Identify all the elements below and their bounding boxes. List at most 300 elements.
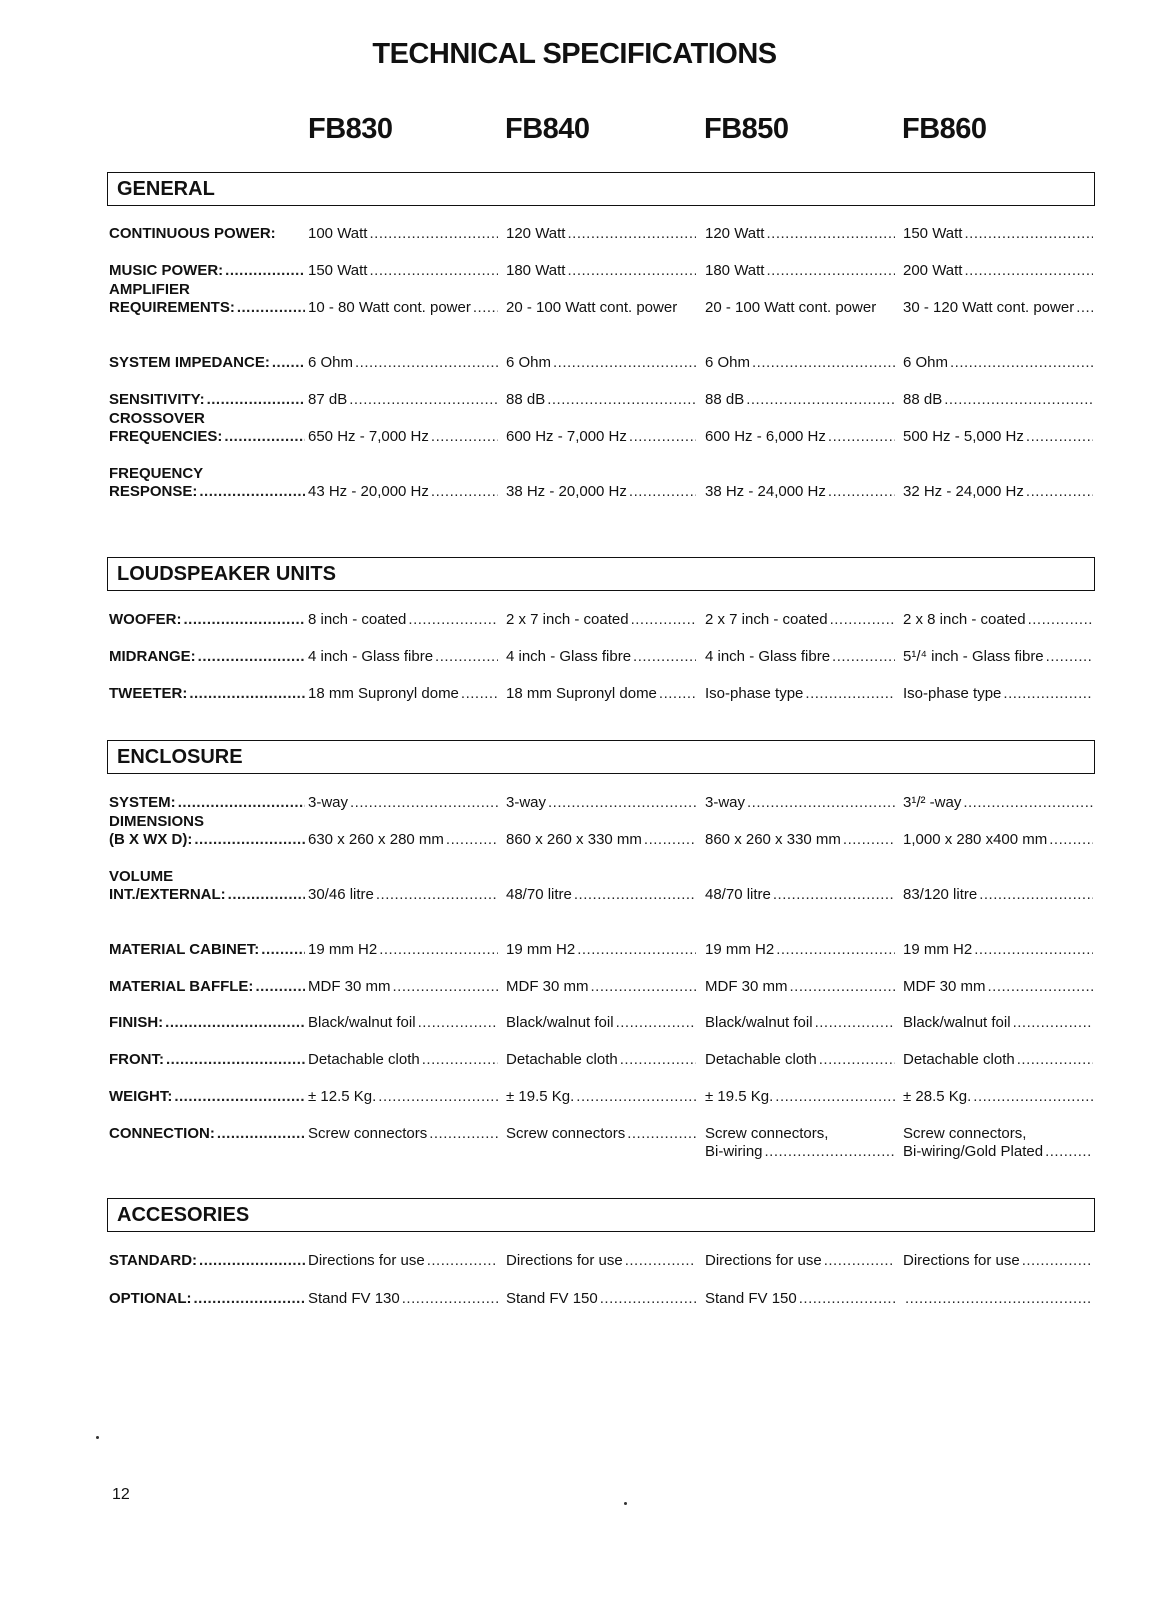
spec-label <box>109 978 305 996</box>
dot-leader <box>237 299 305 317</box>
spec-value-fb830 <box>308 978 498 996</box>
spec-value-text: 6 Ohm <box>308 354 354 371</box>
dot-leader <box>631 611 696 629</box>
spec-value-fb830 <box>308 685 498 703</box>
spec-label <box>109 281 305 317</box>
spec-value-fb830 <box>308 611 498 629</box>
spec-value-text: 100 Watt <box>308 225 368 242</box>
dot-leader <box>1046 648 1093 666</box>
spec-value-fb840 <box>506 1051 696 1069</box>
dot-leader <box>422 1051 498 1069</box>
spec-value-text: MDF 30 mm <box>308 978 391 995</box>
spec-value-text: ± 12.5 Kg. <box>308 1088 377 1105</box>
spec-value-fb860 <box>903 1290 1093 1308</box>
page-number: 12 <box>112 1486 130 1503</box>
spec-value-text: 2 x 7 inch - coated <box>506 611 629 628</box>
dot-leader <box>963 794 1093 812</box>
spec-label <box>109 465 305 501</box>
dot-leader <box>369 225 498 243</box>
spec-value-fb860 <box>903 941 1093 959</box>
spec-value-text: Iso-phase type <box>903 685 1002 702</box>
spec-label <box>109 648 305 666</box>
spec-value-text: ± 19.5 Kg. <box>506 1088 575 1105</box>
spec-value-text: 6 Ohm <box>705 354 751 371</box>
spec-value-text: MDF 30 mm <box>506 978 589 995</box>
dot-leader <box>950 354 1093 372</box>
spec-value-text: 200 Watt <box>903 262 963 279</box>
dot-leader <box>198 648 305 666</box>
dot-leader <box>747 794 895 812</box>
dot-leader <box>378 1088 498 1106</box>
spec-value-text: 630 x 260 x 280 mm <box>308 831 444 848</box>
spec-value-fb850 <box>705 611 895 629</box>
spec-label-text: WOOFER: <box>109 611 182 628</box>
spec-value-text: Black/walnut foil <box>903 1014 1011 1031</box>
dot-leader <box>418 1014 498 1032</box>
spec-value-text: 120 Watt <box>506 225 566 242</box>
dot-leader <box>461 685 498 703</box>
dot-leader <box>435 648 498 666</box>
dot-leader <box>548 794 696 812</box>
dot-leader <box>974 941 1093 959</box>
dot-leader <box>376 886 498 904</box>
spec-value-text: 48/70 litre <box>506 886 572 903</box>
spec-value-text: Black/walnut foil <box>308 1014 416 1031</box>
spec-label <box>109 262 305 280</box>
spec-label-text: AMPLIFIER <box>109 281 190 298</box>
spec-value-text: 10 - 80 Watt cont. power <box>308 299 471 316</box>
spec-value-fb830 <box>308 299 498 317</box>
dot-leader <box>261 941 305 959</box>
spec-value-fb860 <box>903 1014 1093 1032</box>
spec-value-fb860 <box>903 886 1093 904</box>
spec-label <box>109 941 305 959</box>
spec-value-fb840 <box>506 1014 696 1032</box>
spec-value-text: 4 inch - Glass fibre <box>506 648 632 665</box>
section-heading: LOUDSPEAKER UNITS <box>117 563 336 585</box>
spec-value-fb860 <box>903 978 1093 996</box>
dot-leader <box>944 391 1093 409</box>
page-title: TECHNICAL SPECIFICATIONS <box>372 38 777 70</box>
spec-value-text: 3-way <box>308 794 349 811</box>
spec-value-text: Screw connectors <box>308 1125 428 1142</box>
spec-value-fb850 <box>705 886 895 904</box>
spec-value-text: 38 Hz - 20,000 Hz <box>506 483 627 500</box>
spec-value-fb850 <box>705 1088 895 1106</box>
dot-leader <box>752 354 895 372</box>
dot-leader <box>184 611 306 629</box>
dot-leader <box>255 978 305 996</box>
dot-leader <box>591 978 697 996</box>
dot-leader <box>633 648 696 666</box>
spec-value-fb830 <box>308 1290 498 1308</box>
spec-value-fb860 <box>903 299 1093 317</box>
dot-leader <box>379 941 498 959</box>
dot-leader <box>843 831 895 849</box>
dot-leader <box>574 886 696 904</box>
spec-value-fb840 <box>506 831 696 849</box>
spec-value-text: 32 Hz - 24,000 Hz <box>903 483 1024 500</box>
dot-leader <box>402 1290 498 1308</box>
spec-value-text: 1,000 x 280 x400 mm <box>903 831 1048 848</box>
spec-label <box>109 1014 305 1032</box>
dot-leader <box>988 978 1094 996</box>
spec-value-text: 88 dB <box>705 391 745 408</box>
spec-value-fb850 <box>705 941 895 959</box>
spec-label-text: OPTIONAL: <box>109 1290 192 1307</box>
dot-leader <box>567 225 696 243</box>
dot-leader <box>824 1252 895 1270</box>
dot-leader <box>576 1088 696 1106</box>
dot-leader <box>1049 831 1093 849</box>
spec-value-text: Stand FV 150 <box>705 1290 797 1307</box>
spec-value-text: Detachable cloth <box>903 1051 1015 1068</box>
spec-value-text: 48/70 litre <box>705 886 771 903</box>
spec-label-text: SENSITIVITY: <box>109 391 205 408</box>
model-heading-1: FB830 <box>308 113 393 145</box>
dot-leader <box>629 483 696 501</box>
spec-value-text: ± 19.5 Kg. <box>705 1088 774 1105</box>
dot-leader <box>776 941 895 959</box>
spec-value-text: 3¹/² -way <box>903 794 962 811</box>
spec-value-fb840 <box>506 1088 696 1106</box>
spec-value-fb840 <box>506 225 696 243</box>
spec-value-fb860 <box>903 262 1093 280</box>
dot-leader <box>819 1051 895 1069</box>
spec-value-fb830 <box>308 886 498 904</box>
section-box <box>107 172 1095 206</box>
spec-value-text: 30/46 litre <box>308 886 374 903</box>
dot-leader <box>355 354 498 372</box>
dot-leader <box>775 1088 895 1106</box>
spec-value-text: Screw connectors <box>506 1125 626 1142</box>
spec-label-text: SYSTEM IMPEDANCE: <box>109 354 270 371</box>
spec-value-fb850 <box>705 262 895 280</box>
spec-label <box>109 813 305 849</box>
spec-value-fb840 <box>506 1125 696 1143</box>
spec-value-text: Black/walnut foil <box>506 1014 614 1031</box>
spec-value-fb840 <box>506 978 696 996</box>
spec-value-text: ± 28.5 Kg. <box>903 1088 972 1105</box>
spec-value-text: Bi-wiring <box>705 1143 763 1160</box>
dot-leader <box>431 428 498 446</box>
spec-label <box>109 1088 305 1106</box>
dot-leader <box>408 611 498 629</box>
spec-value-text: Directions for use <box>903 1252 1020 1269</box>
dot-leader <box>1003 685 1093 703</box>
spec-value-text: 4 inch - Glass fibre <box>308 648 434 665</box>
spec-value-fb860 <box>903 794 1093 812</box>
spec-value-text: 88 dB <box>903 391 943 408</box>
spec-value-text: 860 x 260 x 330 mm <box>705 831 841 848</box>
spec-label-text: MUSIC POWER: <box>109 262 224 279</box>
spec-value-fb860 <box>903 685 1093 703</box>
spec-value-text: 5¹/⁴ inch - Glass fibre <box>903 648 1044 665</box>
dot-leader <box>746 391 895 409</box>
spec-label-text: VOLUME <box>109 868 174 885</box>
spec-value-text: 650 Hz - 7,000 Hz <box>308 428 429 445</box>
dot-leader <box>1028 611 1093 629</box>
dot-leader <box>766 262 895 280</box>
spec-value-text: 19 mm H2 <box>308 941 378 958</box>
spec-value-fb850 <box>705 1051 895 1069</box>
spec-value-fb850 <box>705 831 895 849</box>
dot-leader <box>620 1051 696 1069</box>
dot-leader <box>1045 1143 1093 1161</box>
spec-value-text: Directions for use <box>308 1252 425 1269</box>
spec-label-text: FREQUENCY <box>109 465 204 482</box>
dot-leader <box>1022 1252 1093 1270</box>
dot-leader <box>790 978 896 996</box>
dot-leader <box>178 794 305 812</box>
spec-value-text: Black/walnut foil <box>705 1014 813 1031</box>
spec-value-text: 38 Hz - 24,000 Hz <box>705 483 826 500</box>
dot-leader <box>577 941 696 959</box>
spec-value-fb850 <box>705 225 895 243</box>
spec-label <box>109 611 305 629</box>
spec-value-text: 120 Watt <box>705 225 765 242</box>
dot-leader <box>225 262 305 280</box>
spec-value-text: 83/120 litre <box>903 886 978 903</box>
spec-value-fb860 <box>903 1125 1093 1161</box>
spec-label-text: MATERIAL BAFFLE: <box>109 978 254 995</box>
spec-value-fb840 <box>506 299 696 317</box>
spec-value-text: 6 Ohm <box>506 354 552 371</box>
spec-label-text: FINISH: <box>109 1014 164 1031</box>
spec-value-text: 19 mm H2 <box>506 941 576 958</box>
dot-leader <box>350 794 498 812</box>
spec-value-fb850 <box>705 483 895 501</box>
spec-label <box>109 1252 305 1270</box>
dot-leader <box>1013 1014 1093 1032</box>
spec-value-text: 2 x 8 inch - coated <box>903 611 1026 628</box>
spec-value-fb830 <box>308 1125 498 1143</box>
spec-value-text: Bi-wiring/Gold Plated <box>903 1143 1044 1160</box>
dot-leader <box>199 1252 305 1270</box>
spec-value-fb830 <box>308 1051 498 1069</box>
spec-value-fb840 <box>506 941 696 959</box>
spec-value-fb850 <box>705 1252 895 1270</box>
model-heading-3: FB850 <box>704 113 789 145</box>
spec-label-text: RESPONSE: <box>109 483 198 500</box>
spec-value-fb860 <box>903 391 1093 409</box>
model-heading-2: FB840 <box>505 113 590 145</box>
dot-leader <box>431 483 498 501</box>
spec-value-text: 3-way <box>506 794 547 811</box>
spec-value-text: Detachable cloth <box>506 1051 618 1068</box>
dot-leader <box>369 262 498 280</box>
spec-value-fb850 <box>705 1014 895 1032</box>
spec-label-text: WEIGHT: <box>109 1088 173 1105</box>
dot-leader <box>1026 483 1093 501</box>
spec-label <box>109 410 305 446</box>
spec-value-fb830 <box>308 428 498 446</box>
dot-leader <box>905 1290 1093 1308</box>
spec-label-text: CONNECTION: <box>109 1125 215 1142</box>
dot-leader <box>553 354 696 372</box>
spec-value-fb840 <box>506 886 696 904</box>
spec-value-text: 860 x 260 x 330 mm <box>506 831 642 848</box>
spec-label <box>109 685 305 703</box>
spec-value-fb840 <box>506 428 696 446</box>
spec-value-fb860 <box>903 1051 1093 1069</box>
spec-value-text: Detachable cloth <box>308 1051 420 1068</box>
dot-leader <box>349 391 498 409</box>
spec-value-fb830 <box>308 831 498 849</box>
spec-label-text: CONTINUOUS POWER: <box>109 225 276 242</box>
dot-leader <box>224 428 305 446</box>
dot-leader <box>217 1125 305 1143</box>
dot-leader <box>600 1290 696 1308</box>
spec-value-fb860 <box>903 225 1093 243</box>
spec-value-text: 19 mm H2 <box>903 941 973 958</box>
spec-value-fb830 <box>308 1014 498 1032</box>
dot-leader <box>766 225 895 243</box>
dot-leader <box>427 1252 498 1270</box>
spec-value-fb850 <box>705 685 895 703</box>
spec-label-text: (B X WX D): <box>109 831 193 848</box>
dot-leader <box>799 1290 895 1308</box>
spec-value-text: 180 Watt <box>506 262 566 279</box>
dot-leader <box>393 978 499 996</box>
spec-label <box>109 794 305 812</box>
spec-value-fb850 <box>705 354 895 372</box>
spec-label-text: MATERIAL CABINET: <box>109 941 260 958</box>
spec-label <box>109 391 305 409</box>
spec-value-fb830 <box>308 941 498 959</box>
spec-value-text: 43 Hz - 20,000 Hz <box>308 483 429 500</box>
spec-value-fb830 <box>308 794 498 812</box>
spec-value-fb840 <box>506 648 696 666</box>
dot-leader <box>832 648 895 666</box>
dot-leader <box>964 225 1093 243</box>
dot-leader <box>272 354 305 372</box>
spec-label <box>109 868 305 904</box>
dot-leader <box>625 1252 696 1270</box>
spec-value-fb860 <box>903 1088 1093 1106</box>
spec-value-fb830 <box>308 1088 498 1106</box>
dot-leader <box>166 1051 305 1069</box>
spec-value-fb850 <box>705 978 895 996</box>
spec-value-text: 87 dB <box>308 391 348 408</box>
spec-label <box>109 354 305 372</box>
spec-value-text: Directions for use <box>705 1252 822 1269</box>
spec-value-text: Screw connectors, <box>903 1125 1027 1142</box>
spec-value-fb860 <box>903 648 1093 666</box>
spec-value-text: 20 - 100 Watt cont. power <box>705 299 877 316</box>
dot-leader <box>473 299 498 317</box>
spec-value-fb830 <box>308 354 498 372</box>
spec-value-text: 18 mm Supronyl dome <box>308 685 459 702</box>
spec-value-text: 600 Hz - 6,000 Hz <box>705 428 826 445</box>
spec-label-text: INT./EXTERNAL: <box>109 886 226 903</box>
spec-value-text: 600 Hz - 7,000 Hz <box>506 428 627 445</box>
spec-label-text: TWEETER: <box>109 685 188 702</box>
spec-label <box>109 1125 305 1143</box>
spec-value-fb830 <box>308 483 498 501</box>
dot-leader <box>207 391 305 409</box>
spec-value-text: Iso-phase type <box>705 685 804 702</box>
spec-value-fb840 <box>506 685 696 703</box>
dot-leader <box>765 1143 895 1161</box>
spec-value-fb860 <box>903 354 1093 372</box>
dot-leader <box>828 483 895 501</box>
spec-label <box>109 1051 305 1069</box>
spec-value-text: MDF 30 mm <box>903 978 986 995</box>
dot-leader <box>629 428 696 446</box>
dot-leader <box>973 1088 1093 1106</box>
dot-leader <box>199 483 305 501</box>
spec-value-fb840 <box>506 262 696 280</box>
spec-value-text: Screw connectors, <box>705 1125 829 1142</box>
spec-value-text: 18 mm Supronyl dome <box>506 685 657 702</box>
spec-value-text: 20 - 100 Watt cont. power <box>506 299 678 316</box>
dot-leader <box>228 886 305 904</box>
dot-leader <box>773 886 895 904</box>
spec-label-text: FRONT: <box>109 1051 164 1068</box>
spec-value-fb850 <box>705 391 895 409</box>
dot-leader <box>547 391 696 409</box>
scan-speck <box>624 1502 627 1505</box>
spec-value-fb850 <box>705 794 895 812</box>
spec-value-text: 150 Watt <box>903 225 963 242</box>
spec-value-fb860 <box>903 428 1093 446</box>
spec-value-fb850 <box>705 1290 895 1308</box>
dot-leader <box>429 1125 498 1143</box>
dot-leader <box>446 831 498 849</box>
dot-leader <box>830 611 895 629</box>
dot-leader <box>1017 1051 1093 1069</box>
spec-label <box>109 225 305 243</box>
spec-value-text: 88 dB <box>506 391 546 408</box>
dot-leader <box>828 428 895 446</box>
model-heading-4: FB860 <box>902 113 987 145</box>
section-box <box>107 740 1095 774</box>
dot-leader <box>659 685 696 703</box>
spec-value-fb840 <box>506 354 696 372</box>
spec-value-text: Detachable cloth <box>705 1051 817 1068</box>
spec-label <box>109 1290 305 1308</box>
dot-leader <box>616 1014 696 1032</box>
spec-value-text: 8 inch - coated <box>308 611 407 628</box>
section-box <box>107 1198 1095 1232</box>
spec-label-text: FREQUENCIES: <box>109 428 223 445</box>
spec-value-fb850 <box>705 648 895 666</box>
spec-value-text: 19 mm H2 <box>705 941 775 958</box>
spec-value-text: Directions for use <box>506 1252 623 1269</box>
spec-label-text: MIDRANGE: <box>109 648 196 665</box>
spec-label-text: SYSTEM: <box>109 794 176 811</box>
dot-leader <box>567 262 696 280</box>
dot-leader <box>1026 428 1093 446</box>
spec-value-fb860 <box>903 611 1093 629</box>
spec-value-text: 180 Watt <box>705 262 765 279</box>
spec-value-fb830 <box>308 391 498 409</box>
spec-value-text: 2 x 7 inch - coated <box>705 611 828 628</box>
spec-value-text: Stand FV 130 <box>308 1290 400 1307</box>
section-heading: GENERAL <box>117 178 215 200</box>
spec-value-text: 4 inch - Glass fibre <box>705 648 831 665</box>
dot-leader <box>964 262 1093 280</box>
dot-leader <box>194 1290 306 1308</box>
spec-value-fb860 <box>903 483 1093 501</box>
spec-value-text: 6 Ohm <box>903 354 949 371</box>
dot-leader <box>979 886 1093 904</box>
spec-value-fb830 <box>308 1252 498 1270</box>
dot-leader <box>194 831 305 849</box>
spec-value-text: 500 Hz - 5,000 Hz <box>903 428 1024 445</box>
spec-value-text: Stand FV 150 <box>506 1290 598 1307</box>
